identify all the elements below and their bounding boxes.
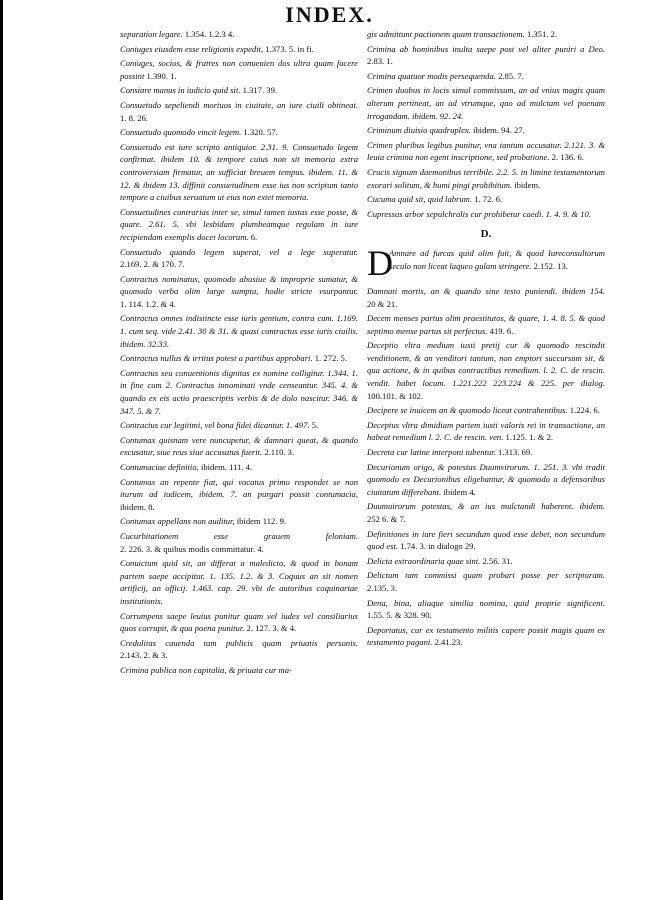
entry-text: Crimina ab hominibus inulta saepe post vel aliter puniri a Deo. [367,43,605,54]
entry-reference: 1.320. 57. [243,127,278,138]
index-entry [120,557,358,607]
entry-reference: 5. [311,420,319,431]
entry-text: Contumax quisnam vere nuncupetur, & damnari queat, & quando excusatur, siue reus siue accusatus fuerit. [120,434,358,458]
index-entry [120,610,358,635]
index-entry [367,624,605,649]
entry-text: Consuetudo quando legem superat, vel a lege superatur. [120,246,358,257]
entry-text: Contractus omnes indistincte esse iuris gentium, contra cum. 1.169. 1. cum seq. vide 2.41. 30 & 31. & quasi contractus esse iuris ciuilis. ibidem. 32.33. [120,313,358,349]
entry-reference: 1. 72. 6. [474,194,503,205]
entry-text: Crimen duobus in locis simul commissum, an ad vnius magis quam alterum pertineat, an ad vtrumque, quo ad mulctam vel poenam irrogandam. ibidem. 92. 24. [367,85,605,121]
entry-text: Consuetudo sepeliendi mortuos in ciuitate, an iure ciuili obtineat. [120,99,358,110]
page-title: INDEX. [285,2,374,27]
entry-reference: 100.101. & 102. [367,390,424,401]
index-entry [367,555,605,568]
index-entry [367,461,605,499]
entry-reference: 2. 127. 3. & 4. [246,623,297,634]
entry-text: Contractus seu conuentionis dignitas ex nomine colligitur. 1.344. 1. in fine cum 2. Contractus innominati vnde censeantur. 345. 4. & quando ex eis actio praescriptis verbis & de dolo nascitur. 346. & 347. 5. & 7. [120,367,358,416]
entry-text: Consiare manus in iudicio quid sit. [120,85,241,96]
entry-reference: ibidem. 111. 4. [200,462,253,472]
entry-reference: 1. 8. 26. [120,112,148,123]
index-entry [120,515,358,528]
left-column [120,28,358,679]
entry-text: Deceptio vltra medium iusti pretij cur & quomodo rescindit venditionem, & an venditori tantum, non emptori succursum sit, & qua actione, & in quibus contractibus remedium. l. 2. C. de rescin. vendit. habet locum. 1.221.222 223.224 & 225. per dialog. [367,340,605,389]
entry-text: Decipere se inuicem an & quomodo liceat contrahentibus. [367,405,568,416]
entry-text: Contumaciae definitio, [120,462,199,472]
index-entry [120,530,358,555]
entry-text: Delicta extraordinaria quae sint. [367,555,481,566]
index-entry [120,476,358,514]
index-entry [367,339,605,402]
entry-text: Contumax appellans non auditur, [120,516,235,527]
entry-text: Coniuges, socios, & fratres non conuenien dos ultra quam facere possint [120,58,358,81]
drop-cap: D [367,242,393,283]
index-entry [367,500,605,525]
right-column [367,28,605,651]
index-entry [120,367,358,417]
entry-text: Decem menses partus olim praestitutos, & quare, 1. 4. 8. 5. & quod septimo mense partus sit perfectus. [367,313,605,336]
entry-text: Conuictum quid sit, an differat a maledicto, & quod in bonam partem saepe accipitur. 1. 135. 1.2. & 3. Coquus an sit nomen artificij, an officij. 1.463. cap. 29. vbi de autoribus coquinariae institutionis. [120,558,358,606]
entry-text: Delictum tam commissi quam probari posse per scripturam. [367,570,605,581]
entry-reference: 1. 114. 1.2. & 4. [120,298,176,309]
index-entry [367,528,605,553]
entry-text: Crucis signum daemonibus terribile. 2.2. 5. in limine testamentorum exorari solitum, & humi pingi prohibitum. [367,166,605,190]
entry-text: Cucuma quid sit, quid labrum. [367,194,473,205]
entry-text: Contractus nominatus, quomodo abusiue & improprie sumatur, & quomodo verba olim large sumpta, hodie stricte vsurpantur. [120,273,358,297]
right-column-d-entries [367,285,605,649]
index-entry [367,70,605,83]
d-first-entry [367,242,605,283]
index-entry [120,461,358,474]
entry-text: Definitiones in iure fieri secundum quod esse debet, non secundum quod est. [367,528,605,552]
index-entry [367,193,605,206]
entry-reference: 1.224. 6. [569,405,600,416]
entry-reference: 1.74. 3. in dialogo 29. [400,541,476,552]
index-entry [120,273,358,311]
entry-text: Decreta cur latine interponi iubentur. [367,447,496,458]
index-entry [120,126,358,139]
left-margin-rule [0,0,3,900]
index-entry [120,28,358,41]
entry-text: Crimen pluribus legibus punitur, vna tantum accusatur. 2.121. 3. & leuia crimina non egent inscriptione, sed probatione. [367,139,605,163]
entry-reference: ibidem. [514,179,541,190]
entry-text: Crimina quatuor modis persequenda. [367,70,496,81]
entry-text: Deceptus vltra dimidiam partem iusti valoris rei in transactione, an habeat remedium l. 2. C. de rescin. ven. [367,419,605,443]
entry-text: separation legare. [120,29,183,39]
index-entry [367,208,605,221]
index-entry [120,99,358,124]
entry-reference: ibidem. 8. [120,501,155,512]
entry-text: Criminum diuisio quadruplex. [367,125,471,136]
index-entry [367,139,605,164]
entry-reference: 1.390. 1. [146,70,177,81]
section-letter-d: D. [480,228,492,241]
entry-reference: 6. [250,231,258,242]
entry-reference: 2.110. 3. [264,447,295,458]
index-entry [367,404,605,417]
entry-reference: ibidem. 94. 27. [473,125,525,136]
entry-reference: 2. 136. 6. [551,152,584,163]
entry-text: Corrumpens saepe leuius punitur quam vel iudex vel consiliarius quos corrupit, & qua poena punitur. [120,610,358,634]
right-column-c-entries [367,28,605,220]
index-entry [120,637,358,662]
index-entry [120,664,358,677]
entry-text: Amnare ad furcas quid olim fuit, & quod Iureconsultorum seculo non liceat laqueo gulam stringere. [389,247,605,271]
entry-reference: 419. 6. [489,325,514,336]
index-entry [367,312,605,337]
entry-text: Contumax an repente fiat, qui vocatus primo respondet se non iturum ad iudicem, ibidem. 7. an purgari possit contumacia, [120,476,358,500]
entry-text: Contractus nullus & irritus potest a partibus approbari. [120,353,313,364]
entry-reference: 1.55. 5. & 328. 90. [367,610,432,621]
index-entry [120,434,358,459]
entry-reference: 1.125. 1. & 2. [505,432,554,443]
entry-reference: 1.351. 2. [526,29,558,39]
entry-reference: 2.169. 2. & 170. 7. [120,259,185,270]
entry-text: Consuetudo est iure scripto antiquior. 2.31. 9. Consuetudo legem confirmat. ibidem 10. & tempore cuius non sit memoria extra controversiam firmatur, an sufficiat breuem tempus. ibidem. 11. & 12. & ibidem 13. diffinit consuetudinem esse ius non scriptum tanto tempore a ciuibus seruatum ut eius non extet memoria. [120,141,358,203]
entry-reference: 252 6. & 7. [367,514,406,524]
entry-text: Credulitas cauenda tam publicis quam priuatis personis. [120,637,358,648]
entry-reference: 2.135. 3. [367,582,398,593]
index-entry [120,246,358,271]
entry-text: Crimina publica non capitalia, & priuata cur ma- [120,664,292,675]
entry-reference: 2.143. 2. & 3. [120,650,168,661]
entry-text: Cucurbitationem esse grauem feloniam. [120,530,358,541]
entry-text: Dena, bina, aliaque similia nomina, quid proprie significent. [367,597,605,608]
index-entry [120,419,358,432]
entry-reference: 2.83. 1. [367,56,393,67]
entry-text: Consuetudines contrarias inter se, simul tamen iustas esse posse, & quare. 2.61. 5. vbi lesbidam plumbeamque regulam in iure recipiendam exemplis docet locorum. [120,206,358,242]
entry-text: Contractus cur legitimi, vel bona fidei dicantur. 1. 497. [120,420,310,431]
entry-reference: 1.373. 5. in fi. [265,43,314,54]
entry-text: Duumuirorum potestas, & an ius mulctandi haberent. ibidem. [367,501,605,512]
entry-reference: 1.354. 1.2.3 4. [184,29,235,39]
index-entry [120,57,358,82]
index-entry [367,446,605,459]
entry-text: gis admittunt pactionem quam transactionem. [367,29,525,39]
entry-reference: 2.152. 13. [533,260,568,271]
entry-text: Coniuges eiusdem esse religionis expedit, [120,43,264,54]
entry-reference-tail: 4. [257,543,264,554]
entry-text: Deportatus, cur ex testamento militis capere possit magis quam ex testamento pagani. [367,624,605,648]
index-entry [367,569,605,594]
index-entry [367,43,605,68]
entry-text: Damnati mortis, an & quando sine testo puniendi. ibidem 154. [367,285,605,296]
entry-text: Consuetudo quomodo vincit legem. [120,127,242,138]
index-entry [367,124,605,137]
entry-reference: 1.313. 69. [497,447,533,458]
entry-reference: ibidem 112. 9. [236,516,287,527]
index-entry [120,141,358,204]
entry-reference: 1. 272. 5. [314,353,347,364]
index-entry [120,43,358,56]
entry-reference: 2.85. 7. [498,70,524,81]
entry-reference: 2.41.23. [434,637,463,648]
entry-text: Cupressus arbor sepulchralis cur prohibetur caedi. 1. 4. 9. & 10. [367,208,591,219]
entry-reference: 2. 226. 3. & quibus modis committatur. [120,543,256,554]
entry-text: Decurionum origo, & potestas Duumvirorum. 1. 251. 3. vbi tradit quomodo ex Decurionibus eligebantur, & quomodo a defensoribus ciuitatum differebant. [367,461,605,497]
index-entry [367,166,605,191]
index-entry [367,84,605,122]
entry-reference: 20 & 21. [367,298,398,309]
index-entry [367,28,605,41]
index-page [120,28,625,888]
entry-reference: 2.56. 31. [482,555,513,566]
index-entry [120,206,358,244]
index-entry [120,312,358,350]
entry-reference: ibidem 4. [443,486,476,497]
index-entry [367,419,605,444]
entry-reference: 1.317. 39. [242,85,278,96]
index-entry [367,597,605,622]
index-entry [120,352,358,365]
index-entry [120,84,358,97]
index-entry [367,285,605,310]
